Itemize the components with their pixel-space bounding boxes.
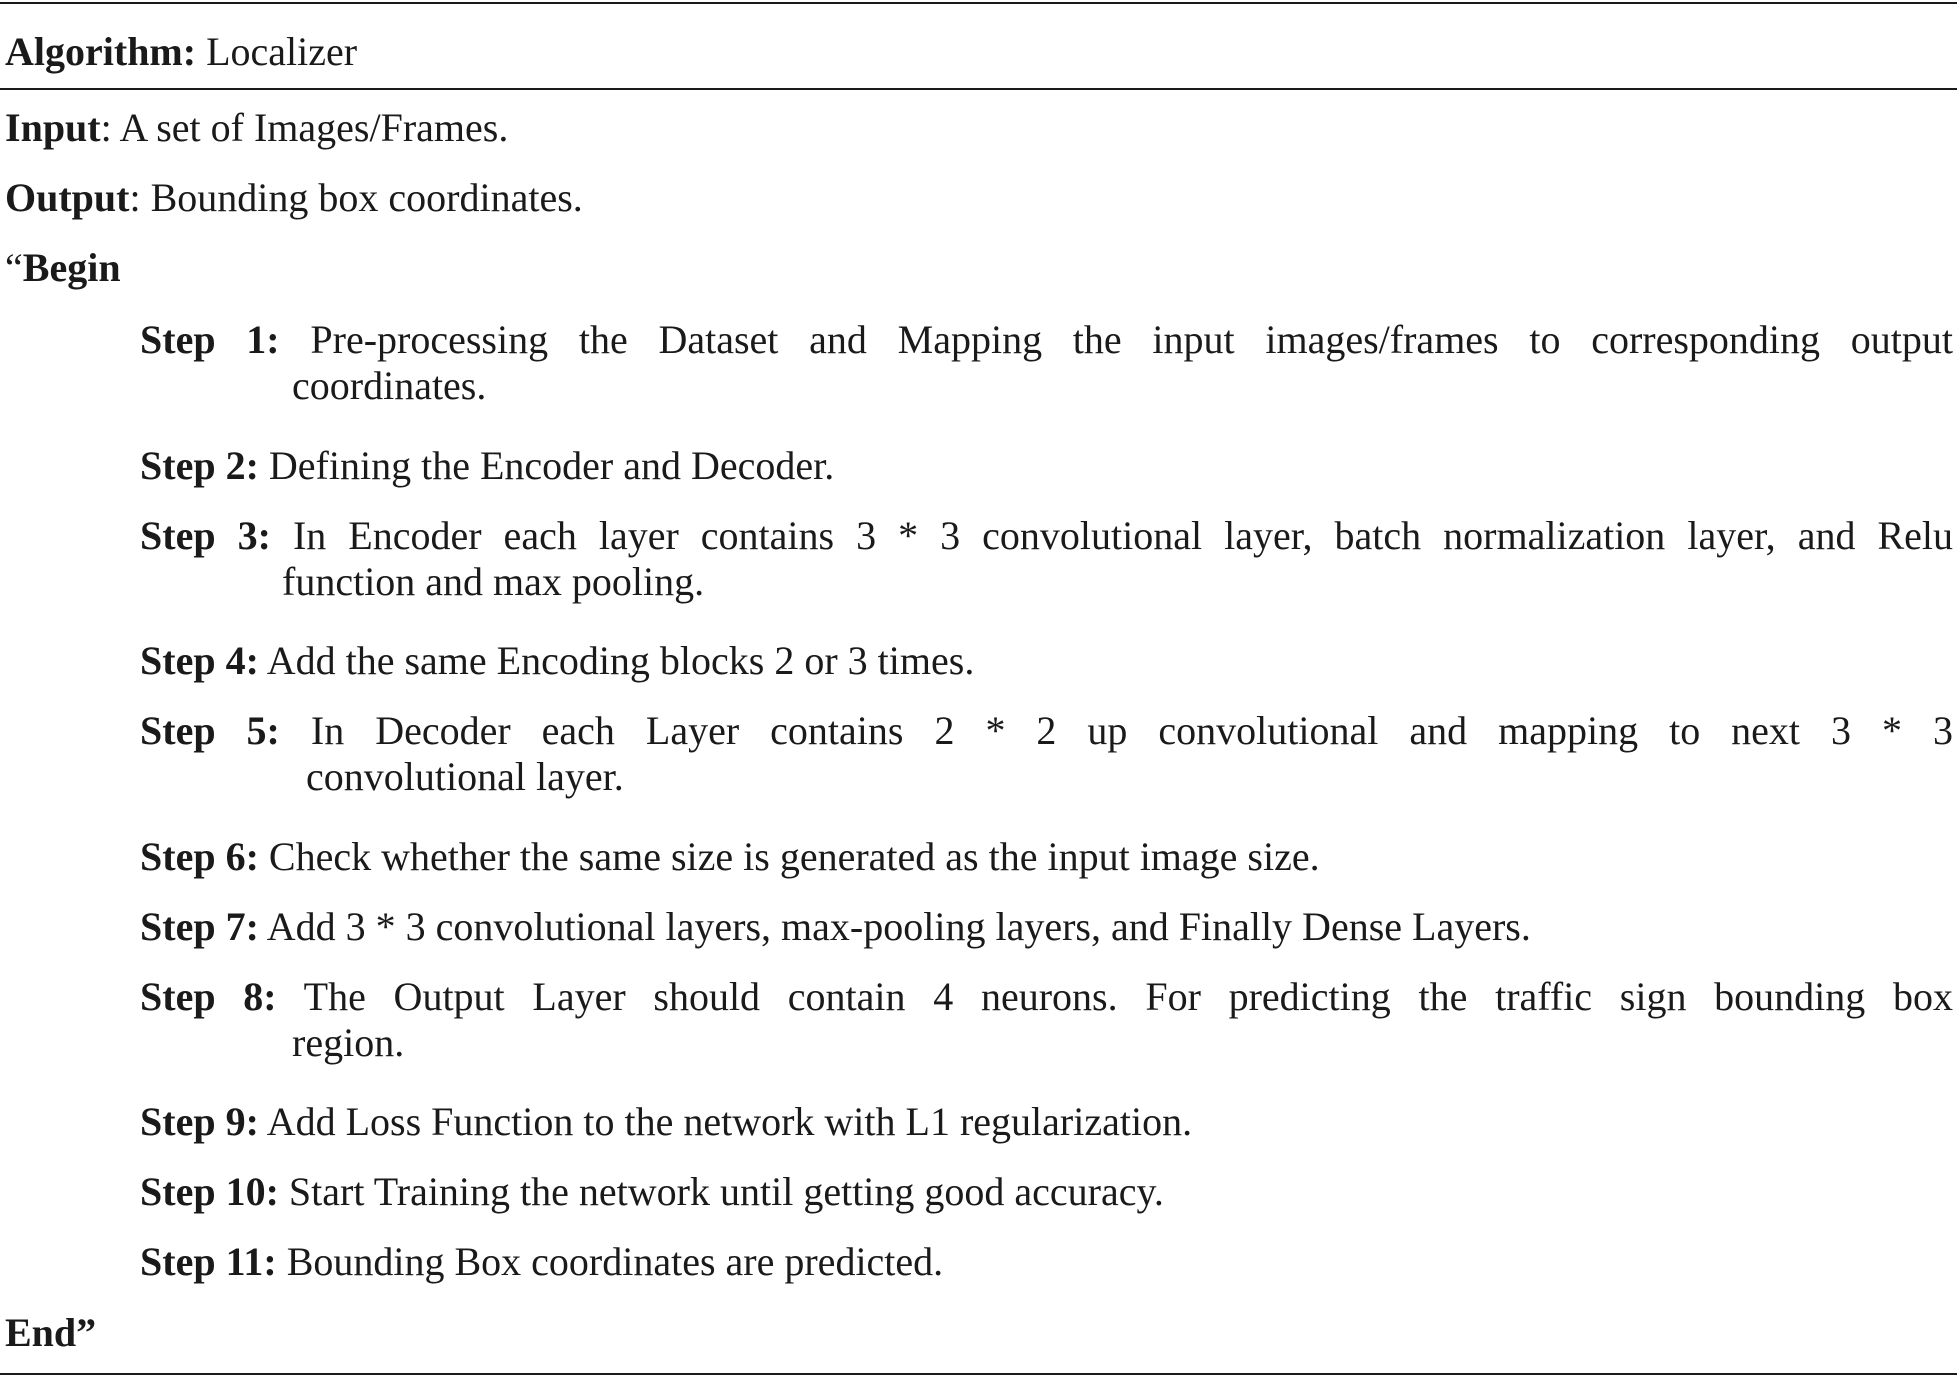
step-1-cont: coordinates. — [292, 363, 487, 408]
step-9-label: Step 9: — [140, 1099, 259, 1144]
step-11 — [140, 1235, 1953, 1289]
begin-line — [5, 243, 121, 293]
top-rule — [0, 2, 1957, 4]
step-5-cont: convolutional layer. — [306, 754, 624, 799]
step-6-label: Step 6: — [140, 834, 259, 879]
end-keyword: End — [5, 1310, 77, 1355]
step-6-text: Check whether the same size is generated as the input image size. — [268, 834, 1320, 879]
step-6 — [140, 830, 1953, 884]
algorithm-title — [5, 27, 357, 77]
step-3-cont: function and max pooling. — [282, 559, 705, 604]
step-1 — [140, 313, 1953, 413]
step-8-text: The Output Layer should contain 4 neurons. For predicting the traffic sign bounding box — [303, 974, 1954, 1019]
step-8-cont: region. — [292, 1020, 405, 1065]
step-3 — [140, 509, 1953, 609]
output-line — [5, 173, 583, 223]
step-5 — [140, 704, 1953, 804]
step-10 — [140, 1165, 1953, 1219]
algorithm-label: Algorithm: — [5, 29, 197, 74]
step-11-text: Bounding Box coordinates are predicted. — [286, 1239, 944, 1284]
step-3-text: In Encoder each layer contains 3 * 3 convolutional layer, batch normalization layer, and Relu — [292, 513, 1954, 558]
output-text: : Bounding box coordinates. — [129, 175, 583, 220]
step-2-label: Step 2: — [140, 443, 259, 488]
step-4-text: Add the same Encoding blocks 2 or 3 times. — [266, 638, 975, 683]
input-line — [5, 103, 508, 153]
step-11-label: Step 11: — [140, 1239, 277, 1284]
header-rule — [0, 88, 1957, 90]
input-label: Input — [5, 105, 101, 150]
step-7-label: Step 7: — [140, 904, 259, 949]
begin-keyword: Begin — [22, 245, 121, 290]
step-5-label: Step 5: — [140, 708, 280, 753]
step-3-label: Step 3: — [140, 513, 271, 558]
step-2-text: Defining the Encoder and Decoder. — [268, 443, 835, 488]
step-9-text: Add Loss Function to the network with L1 regularization. — [266, 1099, 1193, 1144]
input-text: : A set of Images/Frames. — [100, 105, 509, 150]
step-10-label: Step 10: — [140, 1169, 279, 1214]
end-line — [5, 1308, 96, 1358]
step-4-label: Step 4: — [140, 638, 259, 683]
step-2 — [140, 439, 1953, 493]
step-5-text: In Decoder each Layer contains 2 * 2 up convolutional and mapping to next 3 * 3 — [310, 708, 1954, 753]
step-1-label: Step 1: — [140, 317, 280, 362]
step-7-text: Add 3 * 3 convolutional layers, max-pooling layers, and Finally Dense Layers. — [266, 904, 1531, 949]
step-1-text: Pre-processing the Dataset and Mapping the input images/frames to corresponding output — [310, 317, 1954, 362]
end-quote: ” — [76, 1310, 97, 1355]
step-10-text: Start Training the network until getting good accuracy. — [288, 1169, 1164, 1214]
step-8-label: Step 8: — [140, 974, 277, 1019]
algorithm-name: Localizer — [206, 29, 358, 74]
step-7 — [140, 900, 1953, 954]
step-9 — [140, 1095, 1953, 1149]
begin-quote: “ — [5, 245, 23, 290]
step-8 — [140, 970, 1953, 1070]
output-label: Output — [5, 175, 130, 220]
step-4 — [140, 634, 1953, 688]
bottom-rule — [0, 1373, 1957, 1375]
